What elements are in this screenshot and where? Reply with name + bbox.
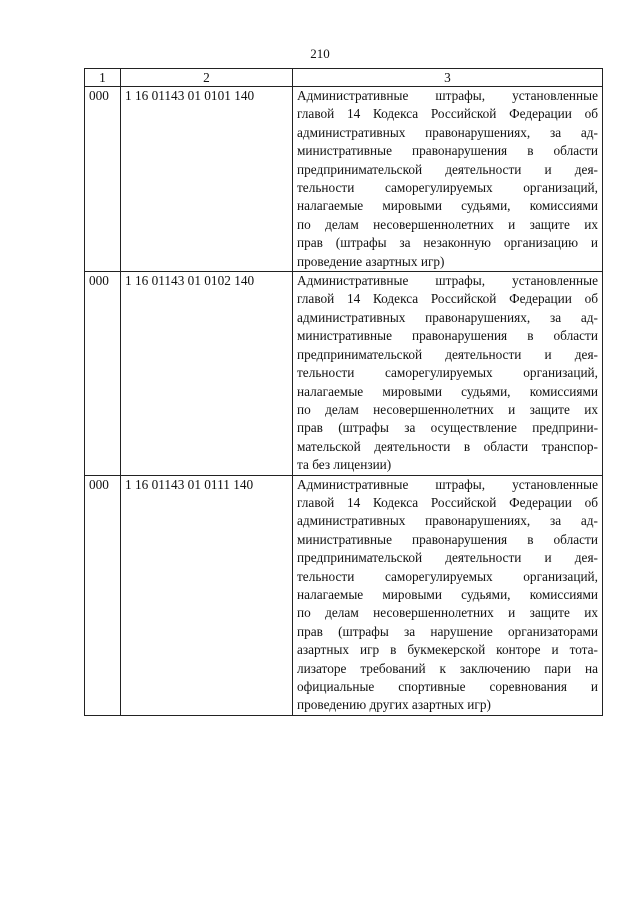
description-line: прав (штрафы за незаконную организацию и [297,235,598,251]
description-line: прав (штрафы за осуществление предприни- [297,420,598,436]
admin-code-cell: 000 [85,87,121,272]
table-row [85,87,603,272]
description-cell [293,87,603,272]
description-line: лизаторе требований к заключению пари на [297,660,598,676]
description-line: Административные штрафы, установленные [297,88,598,103]
description-line: предпринимательской деятельности и дея- [297,161,598,177]
description-line: административных правонарушениях, за ад- [297,309,598,325]
budget-classification-code-cell: 1 16 01143 01 0111 140 [121,475,293,715]
budget-codes-table [84,68,603,716]
description-line: по делам несовершеннолетних и защите их [297,605,598,621]
table-row [85,272,603,475]
description-line: по делам несовершеннолетних и защите их [297,216,598,232]
admin-code-cell: 000 [85,475,121,715]
description-line: прав (штрафы за нарушение организаторами [297,623,598,639]
description-line: по делам несовершеннолетних и защите их [297,401,598,417]
description-line: административных правонарушениях, за ад- [297,513,598,529]
description-line: тельности саморегулируемых организаций, [297,568,598,584]
description-line: главой 14 Кодекса Российской Федерации об [297,291,598,307]
description-line: предпринимательской деятельности и дея- [297,346,598,362]
description-line: административных правонарушениях, за ад- [297,124,598,140]
description-line: министративные правонарушения в области [297,328,598,344]
description-line: министративные правонарушения в области [297,143,598,159]
column-header-3: 3 [293,69,603,87]
description-line: налагаемые мировыми судьями, комиссиями [297,586,598,602]
description-line: налагаемые мировыми судьями, комиссиями [297,198,598,214]
description-line: главой 14 Кодекса Российской Федерации об [297,494,598,510]
description-line: министративные правонарушения в области [297,531,598,547]
description-line: главой 14 Кодекса Российской Федерации об [297,106,598,122]
page-number: 210 [310,46,330,61]
description-line: тельности саморегулируемых организаций, [297,180,598,196]
description-line: тельности саморегулируемых организаций, [297,365,598,381]
budget-classification-code-cell: 1 16 01143 01 0102 140 [121,272,293,475]
description-line: Административные штрафы, установленные [297,476,598,492]
table-header-row [85,69,603,87]
description-line: предпринимательской деятельности и дея- [297,550,598,566]
description-line: налагаемые мировыми судьями, комиссиями [297,383,598,399]
table-row [85,475,603,715]
description-cell [293,475,603,715]
description-cell [293,272,603,475]
column-header-2: 2 [121,69,293,87]
column-header-1: 1 [85,69,121,87]
admin-code-cell: 000 [85,272,121,475]
description-line: та без лицензии) [297,457,392,473]
budget-classification-code-cell: 1 16 01143 01 0101 140 [121,87,293,272]
description-line: официальные спортивные соревнования и [297,679,598,694]
description-line: Административные штрафы, установленные [297,273,598,289]
description-line: мательской деятельности в области транспор- [297,438,598,454]
table-body [85,87,603,716]
description-line: проведение азартных игр) [297,253,445,269]
description-line: азартных игр в букмекерской конторе и тота- [297,642,598,658]
description-line: проведению других азартных игр) [297,697,491,713]
